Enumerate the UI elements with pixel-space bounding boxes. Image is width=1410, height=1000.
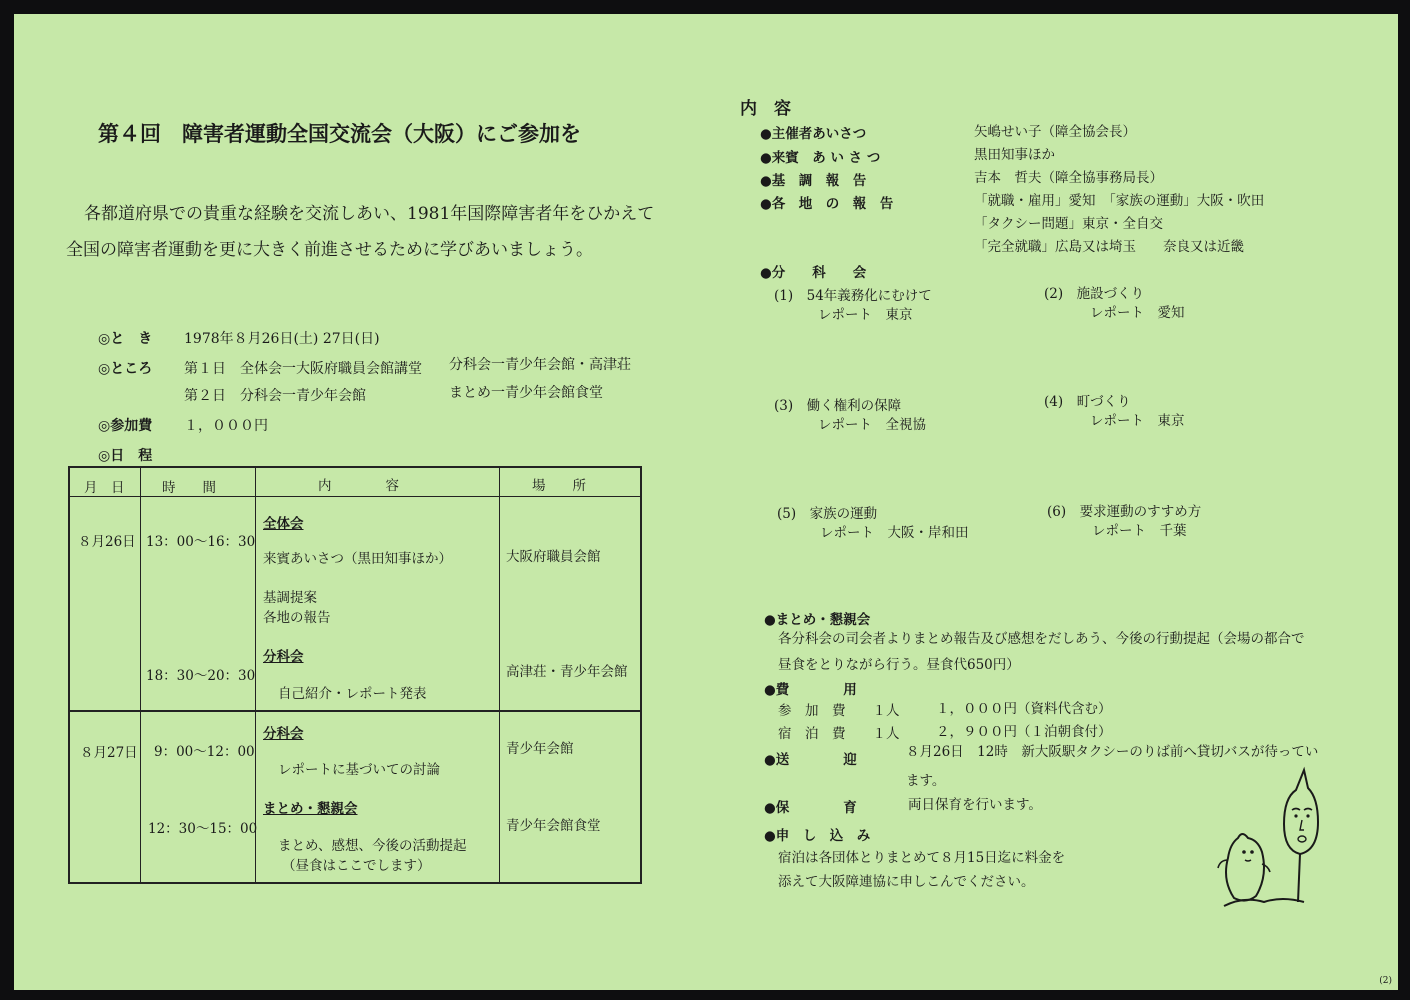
- matome-label: ●まとめ・懇親会: [764, 612, 871, 628]
- bunka-5-report: レポート 大阪・岸和田: [820, 525, 969, 541]
- day1-content-a: 来賓あいさつ（黒田知事ほか）: [263, 551, 452, 567]
- toki-label: ◎と き: [98, 331, 153, 347]
- hiyo-line-1b: １，０００円（資料代含む）: [936, 701, 1112, 717]
- page-number: (2): [1379, 976, 1392, 986]
- bunka-5-title: (5) 家族の運動: [777, 506, 878, 522]
- matome-text-1: 各分科会の司会者よりまとめ報告及び感想をだしあう、今後の行動提起（会場の都合で: [778, 631, 1305, 647]
- day2-content-head2: まとめ・懇親会: [263, 801, 358, 817]
- header-place: 場 所: [532, 478, 586, 494]
- sogei-label: ●送 迎: [764, 752, 857, 768]
- day1-place2: 高津荘・青少年会館: [506, 664, 628, 680]
- tokoro-day1: 第１日 全体会一大阪府職員会館講堂: [184, 361, 422, 377]
- day2-time1: 9：00～12：00: [154, 744, 255, 760]
- program-label-0: ●主催者あいさつ: [760, 126, 867, 142]
- hoiku-text: 両日保育を行います。: [908, 797, 1042, 813]
- program-value-2: 吉本 哲夫（障全協事務局長）: [974, 170, 1163, 186]
- figure-illustration: [1204, 764, 1334, 914]
- intro-paragraph: 各都道府県での貴重な経験を交流しあい、1981年国際障害者年をひかえて全国の障害者運動を更に大きく前進させるために学びあいましょう。: [66, 204, 655, 260]
- report-extra-1: 「完全就職」広島又は埼玉 奈良又は近畿: [974, 239, 1244, 255]
- program-value-3: 「就職・雇用」愛知 「家族の運動」大阪・吹田: [974, 193, 1265, 209]
- header-time: 時 間: [162, 480, 216, 496]
- tokoro-label: ◎ところ: [98, 361, 153, 377]
- bunka-3-report: レポート 全視協: [818, 417, 926, 433]
- matome-text-2: 昼食をとりながら行う。昼食代650円）: [778, 657, 1020, 673]
- toki-value: 1978年８月26日(土) 27日(日): [184, 331, 380, 347]
- bunka-2-title: (2) 施設づくり: [1044, 286, 1145, 302]
- bunka-2-report: レポート 愛知: [1090, 305, 1185, 321]
- day1-time1: 13：00～16：30: [146, 534, 256, 550]
- sogei-text-1: ８月26日 12時 新大阪駅タクシーのりば前へ貸切バスが待ってい: [906, 744, 1319, 760]
- header-date: 月 日: [84, 480, 125, 496]
- program-value-0: 矢嶋せい子（障全協会長）: [974, 124, 1136, 140]
- bunka-4-title: (4) 町づくり: [1044, 394, 1131, 410]
- program-label-3: ●各 地 の 報 告: [760, 196, 894, 212]
- day2-date: ８月27日: [80, 745, 138, 761]
- program-label-2: ●基 調 報 告: [760, 173, 867, 189]
- day1-place1: 大阪府職員会館: [506, 549, 601, 565]
- header-content: 内 容: [318, 478, 399, 494]
- day2-content-b: まとめ、感想、今後の活動提起: [278, 838, 467, 854]
- program-label-1: ●来賓 あ い さ つ: [760, 150, 881, 166]
- bunka-6-report: レポート 千葉: [1092, 523, 1187, 539]
- moushikomi-label: ●申 し 込 み: [764, 828, 871, 844]
- day1-content-b: 基調提案: [263, 590, 317, 606]
- hiyo-line-2a: 宿 泊 費 １人: [778, 726, 900, 742]
- hiyo-label: ●費 用: [764, 682, 857, 698]
- report-extra-0: 「タクシー問題」東京・全自交: [974, 216, 1163, 232]
- bunka-3-title: (3) 働く権利の保障: [774, 398, 902, 414]
- hoiku-label: ●保 育: [764, 800, 857, 816]
- page-title: 第４回 障害者運動全国交流会（大阪）にご参加を: [98, 122, 581, 146]
- day2-place2: 青少年会館食堂: [506, 818, 601, 834]
- sogei-text-2: ます。: [906, 773, 946, 789]
- tokoro-day2-b: まとめ一青少年会館食堂: [449, 385, 603, 401]
- fee-label: ◎参加費: [98, 418, 153, 434]
- day1-content-c: 各地の報告: [263, 610, 331, 626]
- day1-time2: 18：30～20：30: [146, 668, 256, 684]
- day1-date: ８月26日: [78, 534, 136, 550]
- hiyo-line-2b: ２，９００円（１泊朝食付）: [936, 724, 1112, 740]
- day1-content-head1: 全体会: [263, 516, 304, 532]
- tokoro-day2: 第２日 分科会一青少年会館: [184, 388, 366, 404]
- bunka-1-title: (1) 54年義務化にむけて: [774, 288, 932, 304]
- schedule-label: ◎日 程: [98, 448, 153, 464]
- bunka-label: ●分 科 会: [760, 265, 867, 281]
- bunka-4-report: レポート 東京: [1090, 413, 1185, 429]
- pamphlet-spread: [14, 14, 1398, 990]
- day2-place1: 青少年会館: [506, 741, 574, 757]
- schedule-table: [68, 466, 642, 884]
- hiyo-line-1a: 参 加 費 １人: [778, 703, 900, 719]
- right-heading: 内 容: [740, 99, 791, 119]
- day2-content-a: レポートに基づいての討論: [278, 762, 440, 778]
- bunka-1-report: レポート 東京: [818, 307, 913, 323]
- moushikomi-text-1: 宿泊は各団体とりまとめて８月15日迄に料金を: [778, 850, 1066, 866]
- day1-content-head2: 分科会: [263, 649, 304, 665]
- tokoro-day1-b: 分科会一青少年会館・高津荘: [449, 357, 631, 373]
- day1-content-d: 自己紹介・レポート発表: [278, 686, 427, 702]
- program-value-1: 黒田知事ほか: [974, 147, 1055, 163]
- day2-time2: 12：30～15：00: [148, 821, 258, 837]
- day2-content-c: （昼食はここでします）: [282, 858, 431, 874]
- bunka-6-title: (6) 要求運動のすすめ方: [1047, 504, 1202, 520]
- moushikomi-text-2: 添えて大阪障連協に申しこんでください。: [778, 874, 1035, 890]
- fee-value: １，０００円: [184, 418, 268, 434]
- day2-content-head1: 分科会: [263, 726, 304, 742]
